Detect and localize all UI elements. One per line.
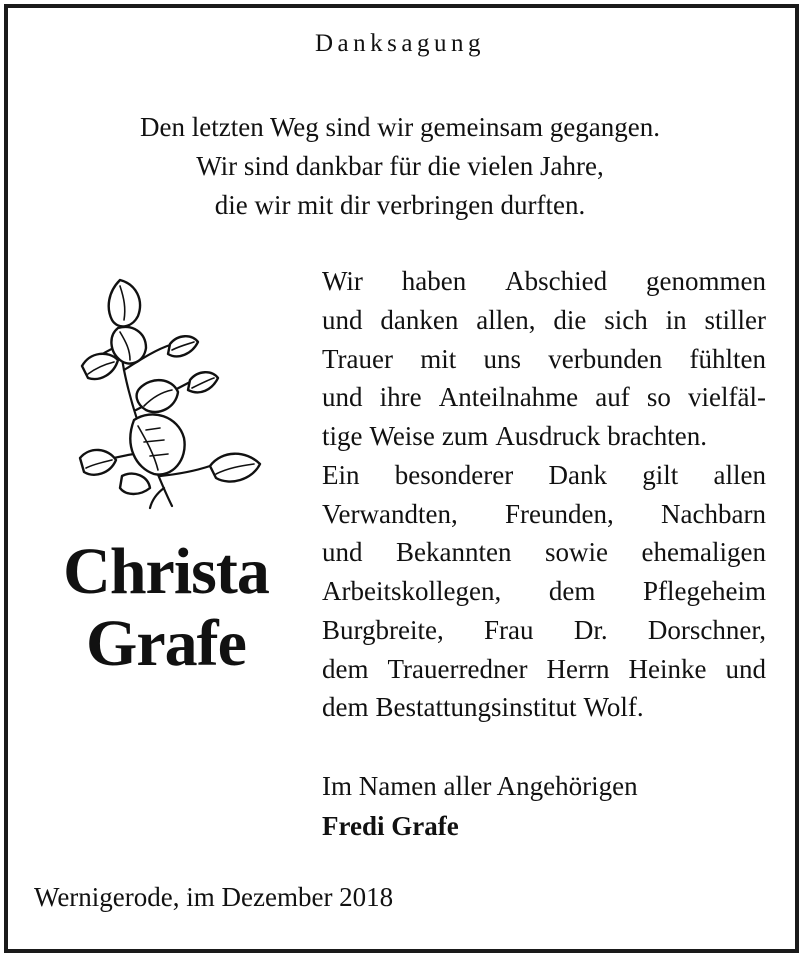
leafy-branch-icon bbox=[60, 270, 275, 515]
poem-line: die wir mit dir verbringen durften. bbox=[214, 190, 586, 220]
body-line: tige Weise zum Ausdruck brachten. bbox=[322, 421, 707, 451]
body-line: Trauer mit uns verbunden fühlten bbox=[322, 343, 766, 374]
deceased-first-name: Christa bbox=[63, 535, 269, 608]
poem bbox=[0, 108, 800, 225]
signoff-line: Im Namen aller Angehörigen bbox=[322, 771, 638, 801]
deceased-last-name: Grafe bbox=[86, 607, 246, 680]
poem-line: Den letzten Weg sind wir gemeinsam gegangen. bbox=[140, 112, 660, 142]
deceased-name bbox=[26, 536, 306, 680]
body-line: Verwandten, Freunden, Nachbarn bbox=[322, 498, 766, 529]
body-line: Burgbreite, Frau Dr. Dorschner, bbox=[322, 614, 766, 645]
signer-name: Fredi Grafe bbox=[322, 811, 459, 841]
body-line: und danken allen, die sich in stiller bbox=[322, 304, 766, 335]
body-line: Ein besonderer Dank gilt allen bbox=[322, 459, 766, 490]
poem-line: Wir sind dankbar für die vielen Jahre, bbox=[196, 151, 604, 181]
thanks-paragraph bbox=[322, 262, 766, 727]
body-line: dem Bestattungsinstitut Wolf. bbox=[322, 692, 644, 723]
place-date: Wernigerode, im Dezember 2018 bbox=[34, 882, 394, 912]
signoff bbox=[322, 766, 638, 846]
body-line: und Bekannten sowie ehemaligen bbox=[322, 537, 766, 568]
body-line: Arbeitskollegen, dem Pflegeheim bbox=[322, 576, 766, 606]
notice-heading: Danksagung bbox=[315, 30, 485, 57]
body-line: dem Trauerredner Herrn Heinke und bbox=[322, 653, 766, 684]
body-line: und ihre Anteilnahme auf so vielfäl- bbox=[322, 382, 766, 413]
body-line: Wir haben Abschied genommen bbox=[322, 266, 766, 296]
